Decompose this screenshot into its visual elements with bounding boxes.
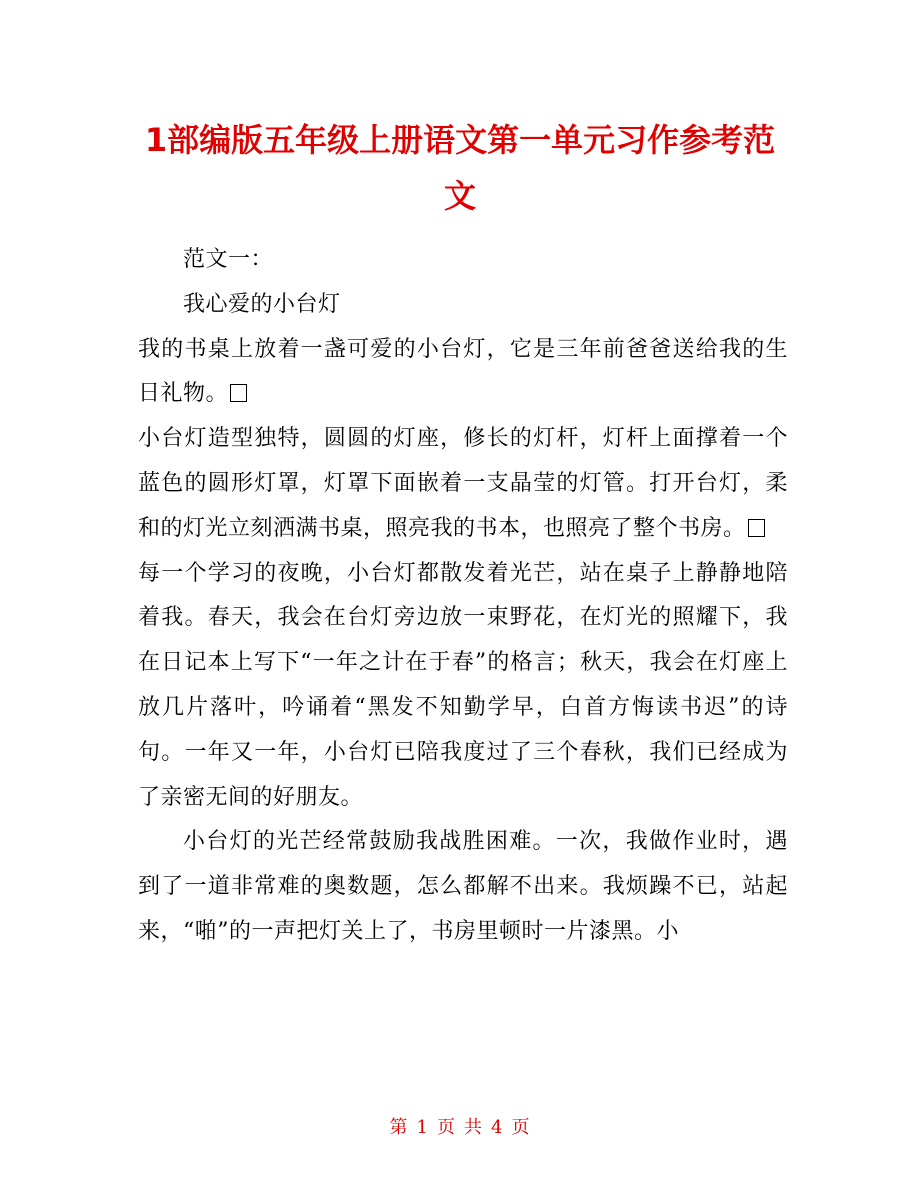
missing-glyph-box-icon <box>748 519 765 537</box>
total-page-count: 4 <box>491 1117 504 1138</box>
paragraph-text: 小台灯的光芒经常鼓励我战胜困难。一次，我做作业时，遇到了一道非常难的奥数题，怎么都解不出来。我烦躁不已，站起来，“啪”的一声把灯关上了，书房里顿时一片漆黑。小 <box>138 829 788 944</box>
paragraph <box>138 417 788 551</box>
document-title: 1部编版五年级上册语文第一单元习作参考范文 <box>144 121 776 215</box>
page-footer <box>0 1113 920 1139</box>
paragraph-text: 每一个学习的夜晚，小台灯都散发着光芒，站在桌子上静静地陪着我。春天，我会在台灯旁边放一束野花，在灯光的照耀下，我在日记本上写下“一年之计在于春”的格言；秋天，我会在灯座上放几片落叶，吟诵着“黑发不知勤学早，白首方悔读书迟”的诗句。一年又一年，小台灯已陪我度过了三个春秋，我们已经成为了亲密无间的好朋友。 <box>138 560 788 810</box>
document-body <box>138 238 788 955</box>
paragraph-text: 小台灯造型独特，圆圆的灯座，修长的灯杆，灯杆上面撑着一个蓝色的圆形灯罩，灯罩下面嵌着一支晶莹的灯管。打开台灯，柔和的灯光立刻洒满书桌，照亮我的书本，也照亮了整个书房。 <box>138 426 788 541</box>
essay-title <box>138 283 788 328</box>
paragraph-text: 我心爱的小台灯 <box>183 291 341 317</box>
paragraph <box>138 820 788 954</box>
paragraph-text: 范文一： <box>183 247 274 272</box>
current-page-number: 1 <box>416 1117 429 1138</box>
paragraph <box>138 328 788 418</box>
footer-page-word: 页 <box>437 1117 456 1138</box>
missing-glyph-box-icon <box>230 384 247 402</box>
paragraph <box>138 552 788 821</box>
footer-total-prefix: 共 <box>464 1117 483 1138</box>
footer-prefix: 第 <box>389 1117 409 1138</box>
paragraph-heading <box>138 238 788 283</box>
footer-page-word-2: 页 <box>511 1117 531 1138</box>
paragraph-text: 我的书桌上放着一盏可爱的小台灯，它是三年前爸爸送给我的生日礼物。 <box>138 336 788 407</box>
